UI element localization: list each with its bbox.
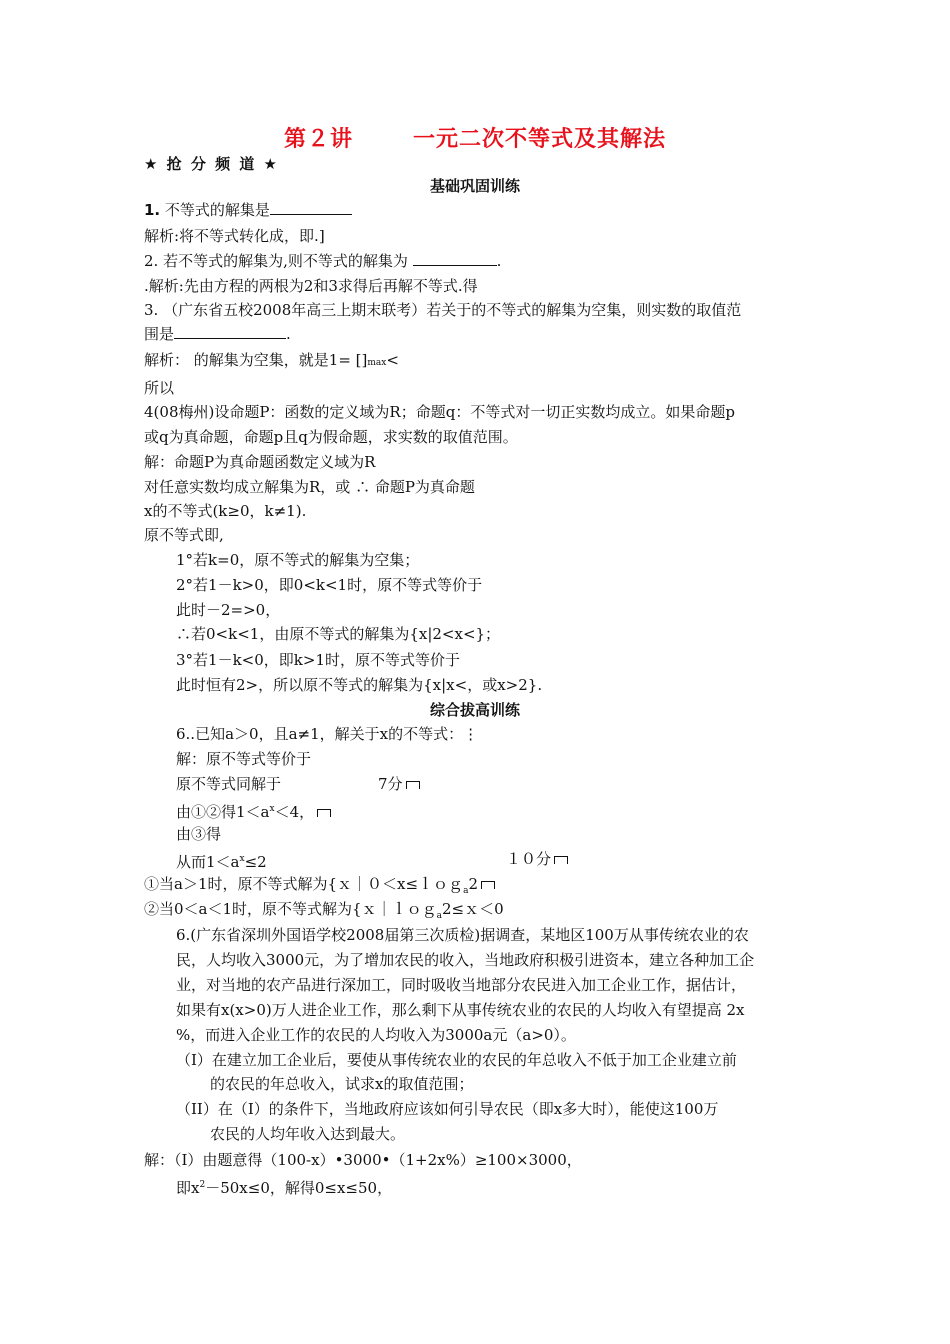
solution-6a-line: 解：原不等式等价于	[176, 750, 312, 768]
question-4: 4(08梅州)设命题P：函数的定义域为R；命题q：不等式对一切正实数均成立。如果命题p	[144, 403, 735, 421]
solution-6b-line: 解：（I）由题意得（100-x）•3000•（1+2x%）≥100×3000，	[144, 1151, 582, 1169]
question-6b: 6.(广东省深圳外国语学校2008届第三次质检)据调查，某地区100万从事传统农业的农	[176, 926, 749, 944]
solution-4-line: 1°若k=0，原不等式的解集为空集；	[176, 551, 420, 569]
question-3-cont: 围是 .	[144, 325, 291, 343]
question-4-cont: 或q为真命题，命题p且q为假命题，求实数的取值范围。	[144, 428, 518, 446]
question-2: 2. 若不等式的解集为,则不等式的解集为 .	[144, 252, 502, 270]
banner: ★ 抢 分 频 道 ★	[144, 155, 280, 173]
question-6b-cont: 如果有x(x>0)万人进企业工作，那么剩下从事传统农业的农民的人均收入有望提高 2x	[176, 1001, 745, 1019]
solution-1: 解析:将不等式转化成，即.]	[144, 227, 325, 245]
solution-6b-line: 即$x^2-50x\le 0$，解得0≤x≤50，	[176, 1179, 393, 1197]
score-mark: １０分	[506, 849, 568, 869]
answer-blank	[270, 200, 352, 215]
solution-4-line: x的不等式(k≥0，k≠1).	[144, 502, 307, 520]
solution-3-cont: 所以	[144, 379, 175, 397]
solution-4-line: 3°若1－k<0，即k>1时，原不等式等价于	[176, 651, 460, 669]
solution-4-line: 此时恒有2>，所以原不等式的解集为{x|x<，或x>2}.	[176, 676, 543, 694]
question-6b-cont: 业，对当地的农产品进行深加工，同时吸收当地部分农民进入加工企业工作，据估计，	[176, 976, 747, 994]
answer-blank	[413, 251, 497, 266]
question-6b-cont: %，而进入企业工作的农民的人均收入为3000a元（a>0）。	[176, 1026, 576, 1044]
solution-6a-line: 从而$1<a^x\le 2$	[176, 853, 267, 871]
question-1: 1. 不等式的解集是	[144, 200, 352, 220]
solution-6a-line: 原不等式同解于	[176, 775, 282, 793]
question-6b-part-1: （I）在建立加工企业后，要使从事传统农业的农民的年总收入不低于加工企业建立前	[176, 1051, 737, 1069]
title-lecture-number: 第２讲	[283, 127, 353, 152]
question-6a: 6..已知a＞0，且a≠1，解关于x的不等式：⋮	[176, 725, 479, 743]
title-topic: 一元二次不等式及其解法	[413, 127, 667, 152]
answer-blank	[174, 324, 286, 339]
solution-4-line: 此时－2=>0，	[176, 601, 281, 619]
section-heading-basic: 基础巩固训练	[429, 177, 520, 195]
solution-4-line: ∴若0<k<1，由原不等式的解集为{x|2<x<}；	[176, 625, 501, 643]
question-6b-cont: 民，人均收入3000元，为了增加农民的收入，当地政府积极引进资本，建立各种加工企	[176, 951, 755, 969]
solution-4-line: 2°若1－k>0，即0<k<1时，原不等式等价于	[176, 576, 483, 594]
score-mark: 7分	[378, 774, 420, 794]
section-heading-advanced: 综合拔高训练	[429, 701, 520, 719]
solution-3: 解析： 的解集为空集，就是1= []max<	[144, 351, 399, 369]
question-6b-part-1-cont: 的农民的年总收入，试求x的取值范围；	[210, 1075, 474, 1093]
page-title	[0, 122, 950, 153]
question-6b-part-2: （II）在（I）的条件下，当地政府应该如何引导农民（即x多大时），能使这100万	[176, 1100, 719, 1118]
solution-4-line: 对任意实数均成立解集为R，或 ∴ 命题P为真命题	[144, 478, 475, 496]
solution-6a-case-1: ①当a＞1时，原不等式解为{ｘ｜０＜x≤ｌｏｇ$_a$2	[144, 874, 495, 901]
question-3: 3. （广东省五校2008年高三上期末联考）若关于的不等式的解集为空集，则实数的取值范	[144, 301, 742, 319]
question-6b-part-2-cont: 农民的人均年收入达到最大。	[210, 1125, 406, 1143]
solution-4-line: 解：命题P为真命题函数定义域为R	[144, 453, 376, 471]
solution-6a-line: 由③得	[176, 825, 222, 843]
solution-2: .解析:先由方程的两根为2和3求得后再解不等式.得	[144, 277, 478, 295]
solution-6a-case-2: ②当0＜a＜1时，原不等式解为{ｘ｜ｌｏｇ$_a$2≤ｘ＜0	[144, 900, 504, 921]
solution-4-line: 原不等式即,	[144, 526, 224, 544]
solution-6a-line: 由①②得$1<a^x<4$，	[176, 799, 331, 822]
